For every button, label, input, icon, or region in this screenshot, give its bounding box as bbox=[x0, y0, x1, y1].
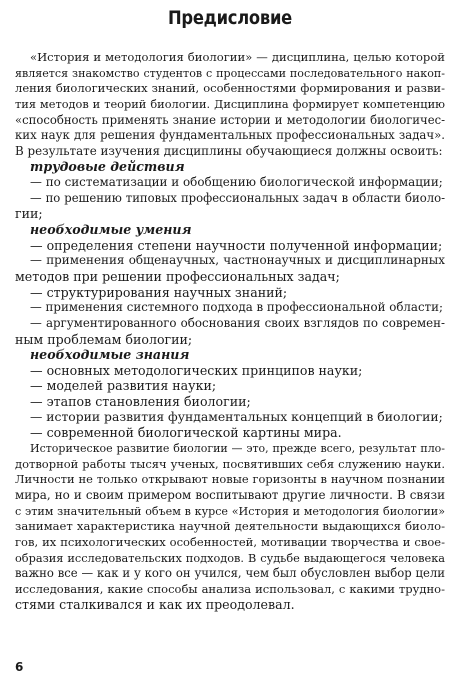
text-line: ких наук для решения фундаментальных профессиональных задач». bbox=[15, 128, 445, 143]
text-line: гов, их психологических особенностей, мотивации творчества и свое- bbox=[15, 534, 445, 549]
text-line: занимает характеристика научной деятельности выдающихся биоло- bbox=[15, 519, 445, 534]
text-line: исследования, какие способы анализа использовал, с какими трудно- bbox=[15, 581, 445, 596]
text-line: тия методов и теорий биологии. Дисциплина формирует компетенцию bbox=[15, 96, 445, 111]
text-line: образия исследовательских подходов. В судьбе выдающегося человека bbox=[15, 551, 445, 565]
text-line: гии; bbox=[15, 206, 43, 222]
text-line: — структурирования научных знаний; bbox=[30, 284, 288, 300]
text-line: — применения общенаучных, частнонаучных и дисциплинарных bbox=[30, 253, 445, 268]
text-line: важно все — как и у кого он учился, чем был обусловлен выбор цели bbox=[15, 566, 445, 581]
text-line: — основных методологических принципов науки; bbox=[30, 362, 363, 378]
section-heading: необходимые знания bbox=[30, 347, 190, 363]
text-line: — современной биологической картины мира. bbox=[30, 425, 342, 441]
text-line: «способность применять знание истории и методологии биологичес- bbox=[15, 112, 445, 127]
page-body bbox=[15, 50, 445, 613]
text-line: — этапов становления биологии; bbox=[30, 394, 251, 410]
text-line: Личности не только открывают новые горизонты в научном познании bbox=[15, 472, 445, 487]
text-line: мира, но и своим примером воспитывают другие личности. В связи bbox=[15, 487, 445, 502]
text-line: — применения системного подхода в профессиональной области; bbox=[30, 300, 443, 315]
text-line: является знакомство студентов с процессами последовательного накоп- bbox=[15, 66, 445, 80]
text-line: ным проблемам биологии; bbox=[15, 331, 193, 347]
text-line: — определения степени научности полученной информации; bbox=[30, 237, 443, 253]
text-line: стями сталкивался и как их преодолевал. bbox=[15, 597, 295, 613]
text-line: — моделей развития науки; bbox=[30, 378, 217, 394]
section-heading: необходимые умения bbox=[30, 222, 192, 238]
text-line: с этим значительный объем в курсе «История и методология биологии» bbox=[15, 504, 445, 518]
text-line: — аргументированного обоснования своих взглядов по современ- bbox=[30, 315, 445, 330]
section-heading: трудовые действия bbox=[30, 159, 185, 175]
text-line: ления биологических знаний, особенностями формирования и разви- bbox=[15, 81, 445, 96]
page-title: Предисловие bbox=[167, 7, 293, 29]
text-line: — по систематизации и обобщению биологической информации; bbox=[30, 175, 443, 190]
text-line: — по решению типовых профессиональных задач в области биоло- bbox=[30, 190, 445, 205]
text-line: В результате изучения дисциплины обучающиеся должны освоить: bbox=[15, 143, 443, 158]
text-line: дотворной работы тысяч ученых, посвятивших себя служению науки. bbox=[15, 456, 445, 471]
text-line: — истории развития фундаментальных концепций в биологии; bbox=[30, 409, 443, 424]
text-line: «История и методология биологии» — дисциплина, целью которой bbox=[30, 50, 445, 64]
text-line: методов при решении профессиональных задач; bbox=[15, 268, 340, 284]
text-line: Историческое развитие биологии — это, прежде всего, результат пло- bbox=[30, 442, 445, 456]
page-number: 6 bbox=[15, 660, 24, 674]
